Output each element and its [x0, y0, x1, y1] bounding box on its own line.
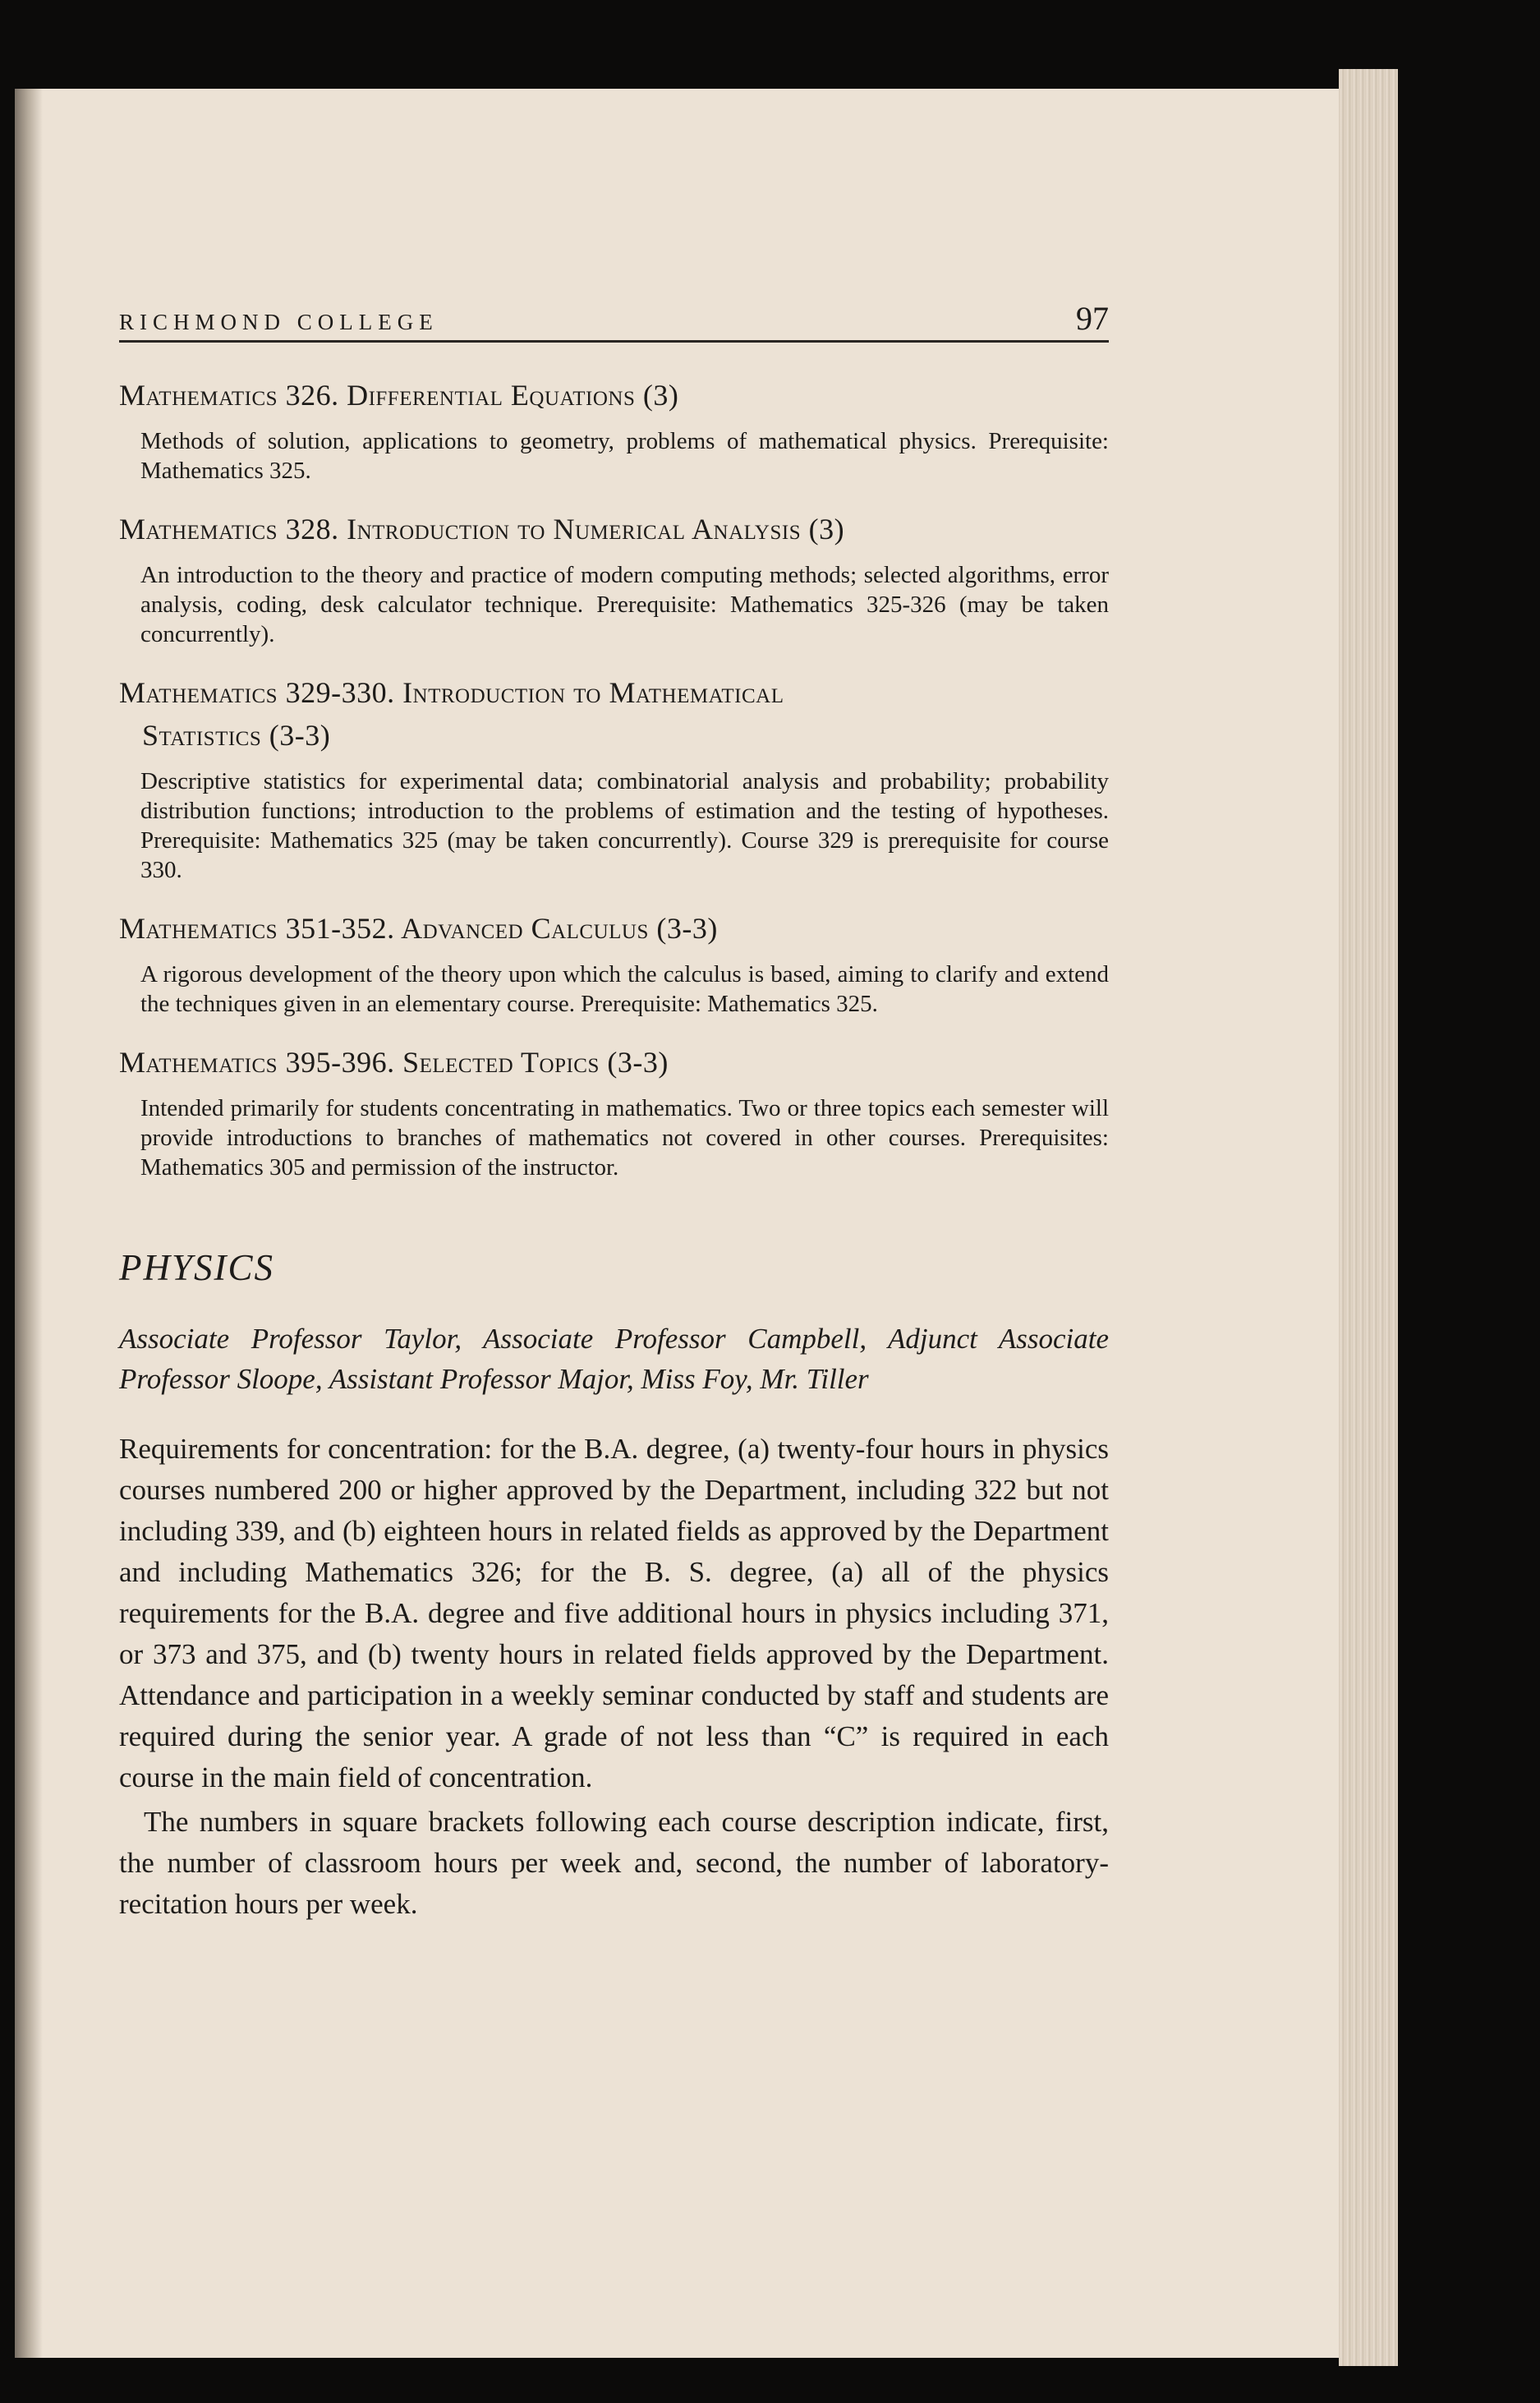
page-edge-stack	[1339, 69, 1398, 2366]
faculty-list: Associate Professor Taylor, Associate Professor Campbell, Adjunct Associate Professor Sloope, Assistant Professor Major, Miss Foy, Mr. Tiller	[119, 1323, 1109, 1395]
course-description: Methods of solution, applications to geometry, problems of mathematical physics. Prerequisite: Mathematics 325.	[140, 428, 1109, 484]
running-title: RICHMOND COLLEGE	[119, 310, 439, 334]
course-title	[119, 671, 1109, 757]
page-content	[119, 302, 1109, 1925]
course-title-line: Mathematics 326. Differential Equations (3)	[119, 379, 679, 412]
section-heading-physics: PHYSICS	[119, 1247, 275, 1288]
brackets-note-paragraph: The numbers in square brackets following each course description indicate, first, the number of classroom hours per week and, second, the number of laboratory-recitation hours per week.	[119, 1806, 1109, 1920]
course-title-continuation: Statistics (3-3)	[142, 719, 331, 752]
page-number: 97	[1076, 300, 1109, 337]
course-title-line: Mathematics 329-330. Introduction to Mathematical	[119, 676, 784, 709]
course-title	[119, 1041, 1109, 1084]
course-title	[119, 508, 1109, 550]
course-entry	[119, 1041, 1109, 1182]
course-entry	[119, 671, 1109, 885]
course-description: An introduction to the theory and practice of modern computing methods; selected algorithms, error analysis, coding, desk calculator technique. Prerequisite: Mathematics 325-326 (may be taken concurrently).	[140, 562, 1109, 647]
course-title-line: Mathematics 328. Introduction to Numerical Analysis (3)	[119, 513, 845, 546]
course-description: Intended primarily for students concentrating in mathematics. Two or three topics each semester will provide introductions to branches of mathematics not covered in other courses. Prerequisites: Mathematics 305 and permission of the instructor.	[140, 1095, 1109, 1181]
course-title	[119, 907, 1109, 950]
course-title-line: Mathematics 351-352. Advanced Calculus (3-3)	[119, 912, 718, 945]
course-description: A rigorous development of the theory upon which the calculus is based, aiming to clarify and extend the techniques given in an elementary course. Prerequisite: Mathematics 325.	[140, 961, 1109, 1017]
course-entry	[119, 907, 1109, 1019]
course-entry	[119, 508, 1109, 649]
requirements-paragraph: Requirements for concentration: for the B.A. degree, (a) twenty-four hours in physics courses numbered 200 or higher approved by the Department, including 322 but not including 339, and (b) eighteen hours in related fields as approved by the Department and including Mathematics 326; for the B. S. degree, (a) all of the physics requirements for the B.A. degree and five additional hours in physics including 371, or 373 and 375, and (b) twenty hours in related fields approved by the Department. Attendance and participation in a weekly seminar conducted by staff and students are required during the senior year. A grade of not less than “C” is required in each course in the main field of concentration.	[119, 1433, 1109, 1793]
course-title-line: Mathematics 395-396. Selected Topics (3-3)	[119, 1046, 669, 1079]
running-header	[119, 302, 1109, 343]
gutter-shadow	[15, 89, 43, 2358]
course-title	[119, 374, 1109, 417]
course-description: Descriptive statistics for experimental data; combinatorial analysis and probability; probability distribution functions; introduction to the problems of estimation and the testing of hypotheses. Prerequisite: Mathematics 325 (may be taken concurrently). Course 329 is prerequisite for course 330.	[140, 768, 1109, 883]
course-entry	[119, 374, 1109, 486]
